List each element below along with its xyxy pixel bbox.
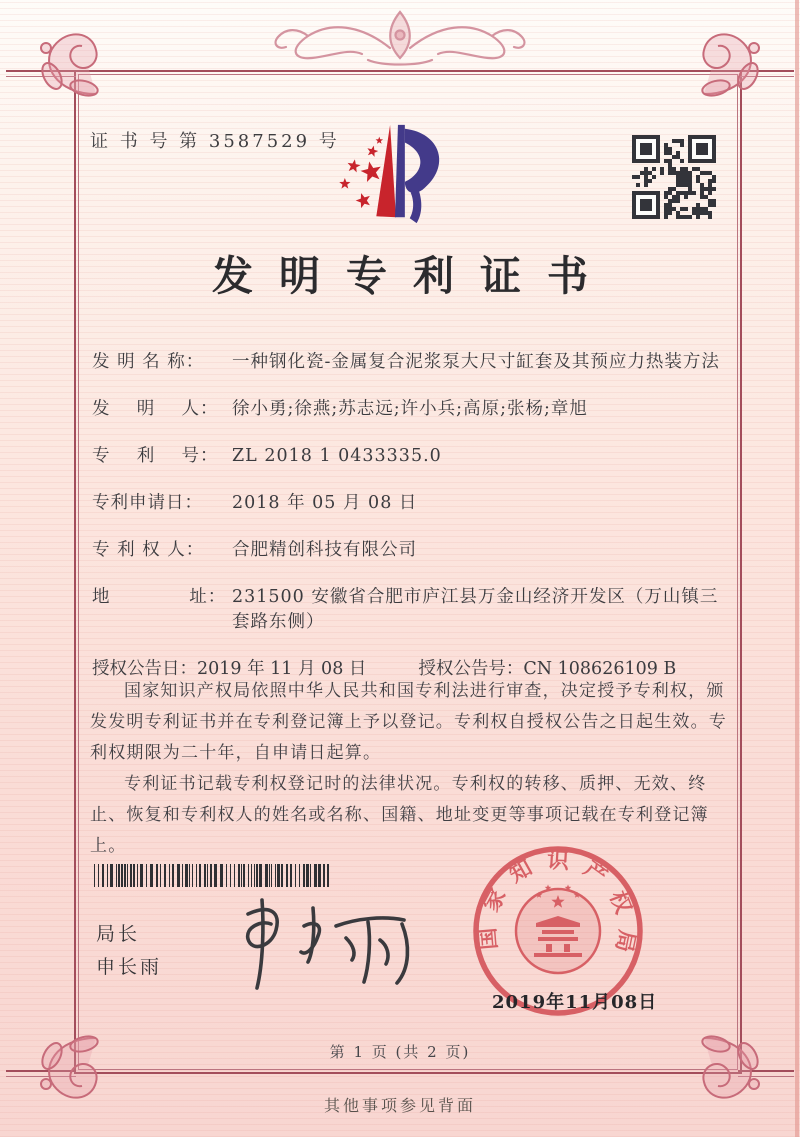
grant-date-label: 授权公告日：: [92, 659, 197, 679]
field-value: 2018 年 05 月 08 日: [232, 493, 418, 513]
field-label: 专 利 权 人：: [92, 540, 205, 560]
officer-name: 申长雨: [96, 956, 163, 978]
field-value: 徐小勇;徐燕;苏志远;许小兵;高原;张杨;章旭: [232, 399, 588, 419]
officer-title: 局长: [96, 923, 141, 945]
field-list: [92, 350, 732, 682]
certificate-number: 证 书 号 第 3587529 号: [90, 131, 340, 152]
field-invention-name: [92, 350, 732, 375]
grant-no-value: CN 108626109 B: [523, 659, 677, 679]
grant-no-label: 授权公告号：: [418, 659, 524, 679]
field-value: 231500 安徽省合肥市庐江县万金山经济开发区（万山镇三套路东侧）: [232, 587, 719, 632]
seal-date: 2019年11月08日: [492, 992, 658, 1013]
field-label: 地 址：: [92, 587, 227, 607]
field-value: ZL 2018 1 0433335.0: [232, 446, 442, 466]
cnipa-logo-icon: [336, 120, 454, 230]
legal-paragraph-2: 专利证书记载专利权登记时的法律状况。专利权的转移、质押、无效、终止、恢复和专利权人的姓名或名称、国籍、地址变更等事项记载在专利登记簿上。: [90, 774, 709, 856]
officer-block: [96, 918, 162, 984]
legal-paragraph-1: 国家知识产权局依照中华人民共和国专利法进行审查，决定授予专利权，颁发发明专利证书并在专利登记簿上予以登记。专利权自授权公告之日起生效。专利权期限为二十年，自申请日起算。: [90, 681, 727, 763]
corner-flourish-icon: [684, 16, 774, 106]
field-label: 发 明 人：: [92, 399, 219, 419]
field-inventors: [92, 397, 732, 422]
field-patent-number: [92, 444, 732, 469]
field-address: [92, 585, 732, 635]
field-label: 专利申请日：: [92, 493, 203, 513]
corner-flourish-icon: [26, 16, 116, 106]
seal-text: 国家知识产权局: [474, 847, 641, 961]
qr-code: [630, 133, 718, 221]
field-patentee: [92, 538, 732, 563]
back-side-note: 其他事项参见背面: [323, 1096, 476, 1115]
field-value: 合肥精创科技有限公司: [232, 540, 417, 560]
field-value: 一种钢化瓷-金属复合泥浆泵大尺寸缸套及其预应力热装方法: [232, 352, 720, 372]
legal-text: [90, 676, 734, 862]
certificate-title: 发明专利证书: [212, 252, 614, 300]
handwritten-signature: [218, 896, 418, 991]
grant-date-value: 2019 年 11 月 08 日: [197, 659, 367, 679]
barcode: [94, 864, 330, 887]
field-label: 专 利 号：: [92, 446, 219, 466]
top-border-flourish-icon: [250, 6, 550, 68]
field-application-date: [92, 491, 732, 516]
field-label: 发 明 名 称：: [92, 352, 205, 372]
scan-edge-strip: [795, 0, 799, 1137]
page-number: 第 1 页 (共 2 页): [329, 1043, 471, 1061]
